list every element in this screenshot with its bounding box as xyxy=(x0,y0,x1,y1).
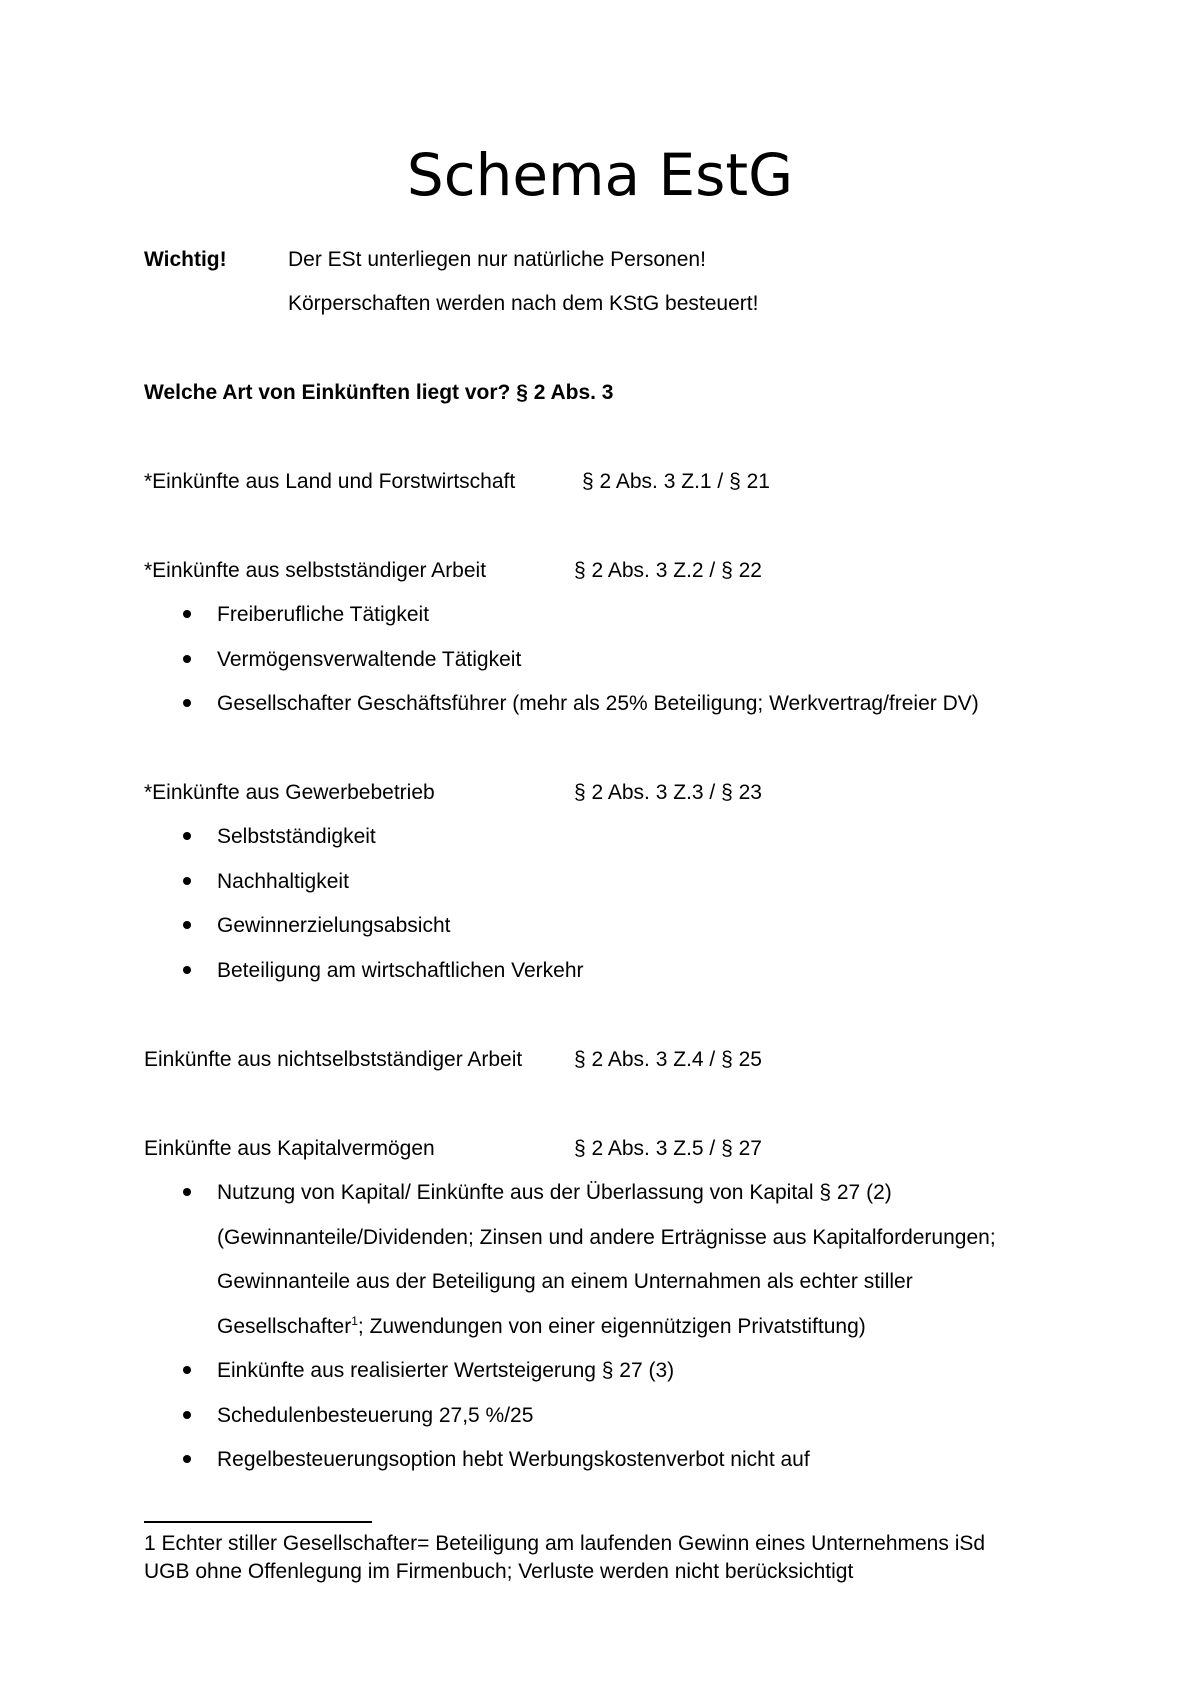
bullet-dot xyxy=(183,1455,191,1463)
list-item: Schedulenbesteuerung 27,5 %/25 xyxy=(217,1404,534,1427)
list-item: Nutzung von Kapital/ Einkünfte aus der Überlassung von Kapital § 27 (2) xyxy=(217,1181,892,1204)
footnote-anchor-text: Gesellschafter xyxy=(217,1315,352,1338)
list-item-continuation: Gewinnanteile aus der Beteiligung an einem Unternahmen als echter stiller xyxy=(217,1270,913,1293)
footnote xyxy=(144,1530,1044,1586)
list-item: Beteiligung am wirtschaftlichen Verkehr xyxy=(217,959,584,982)
list-item: Nachhaltigkeit xyxy=(217,870,349,893)
footnote-separator xyxy=(144,1521,372,1523)
continuation-text: ; Zuwendungen von einer eigennützigen Privatstiftung) xyxy=(357,1315,866,1338)
section-ref-gewerbebetrieb: § 2 Abs. 3 Z.3 / § 23 xyxy=(574,781,762,804)
list-item: Vermögensverwaltende Tätigkeit xyxy=(217,648,522,671)
list-item: Regelbesteuerungsoption hebt Werbungskostenverbot nicht auf xyxy=(217,1448,810,1471)
list-item-continuation xyxy=(217,1314,866,1340)
section-heading-land-forst: *Einkünfte aus Land und Forstwirtschaft xyxy=(144,470,516,493)
list-item: Freiberufliche Tätigkeit xyxy=(217,603,430,626)
bullet-dot xyxy=(183,832,191,840)
section-heading-nichtselbststaendig: Einkünfte aus nichtselbstständiger Arbeit xyxy=(144,1048,523,1071)
bullet-dot xyxy=(183,655,191,663)
section-ref-selbststaendig: § 2 Abs. 3 Z.2 / § 22 xyxy=(574,559,762,582)
list-item: Gesellschafter Geschäftsführer (mehr als 25% Beteiligung; Werkvertrag/freier DV) xyxy=(217,692,979,715)
bullet-dot xyxy=(183,966,191,974)
footnote-line-2: UGB ohne Offenlegung im Firmenbuch; Verluste werden nicht berücksichtigt xyxy=(144,1560,854,1583)
bullet-dot xyxy=(183,1411,191,1419)
intro-line-1: Der ESt unterliegen nur natürliche Personen! xyxy=(288,248,706,271)
bullet-dot xyxy=(183,921,191,929)
section-ref-land-forst: § 2 Abs. 3 Z.1 / § 21 xyxy=(582,470,770,493)
bullet-dot xyxy=(183,699,191,707)
list-item: Selbstständigkeit xyxy=(217,825,376,848)
section-ref-nichtselbststaendig: § 2 Abs. 3 Z.4 / § 25 xyxy=(574,1048,762,1071)
bullet-dot xyxy=(183,610,191,618)
footnote-reference[interactable]: 1 xyxy=(351,1314,358,1328)
page-title: Schema EstG xyxy=(406,141,794,209)
bullet-dot xyxy=(183,1188,191,1196)
bullet-dot xyxy=(183,1366,191,1374)
income-type-question: Welche Art von Einkünften liegt vor? § 2 Abs. 3 xyxy=(144,381,614,404)
section-ref-kapitalvermoegen: § 2 Abs. 3 Z.5 / § 27 xyxy=(574,1137,762,1160)
section-heading-kapitalvermoegen: Einkünfte aus Kapitalvermögen xyxy=(144,1137,435,1160)
intro-label: Wichtig! xyxy=(144,248,227,271)
footnote-line-1: 1 Echter stiller Gesellschafter= Beteiligung am laufenden Gewinn eines Unternehmens iSd xyxy=(144,1532,986,1555)
bullet-dot xyxy=(183,877,191,885)
section-heading-gewerbebetrieb: *Einkünfte aus Gewerbebetrieb xyxy=(144,781,435,804)
intro-line-2: Körperschaften werden nach dem KStG besteuert! xyxy=(288,292,759,315)
list-item-continuation: (Gewinnanteile/Dividenden; Zinsen und andere Erträgnisse aus Kapitalforderungen; xyxy=(217,1226,996,1249)
list-item: Gewinnerzielungsabsicht xyxy=(217,914,451,937)
list-item: Einkünfte aus realisierter Wertsteigerung § 27 (3) xyxy=(217,1359,675,1382)
section-heading-selbststaendig: *Einkünfte aus selbstständiger Arbeit xyxy=(144,559,487,582)
